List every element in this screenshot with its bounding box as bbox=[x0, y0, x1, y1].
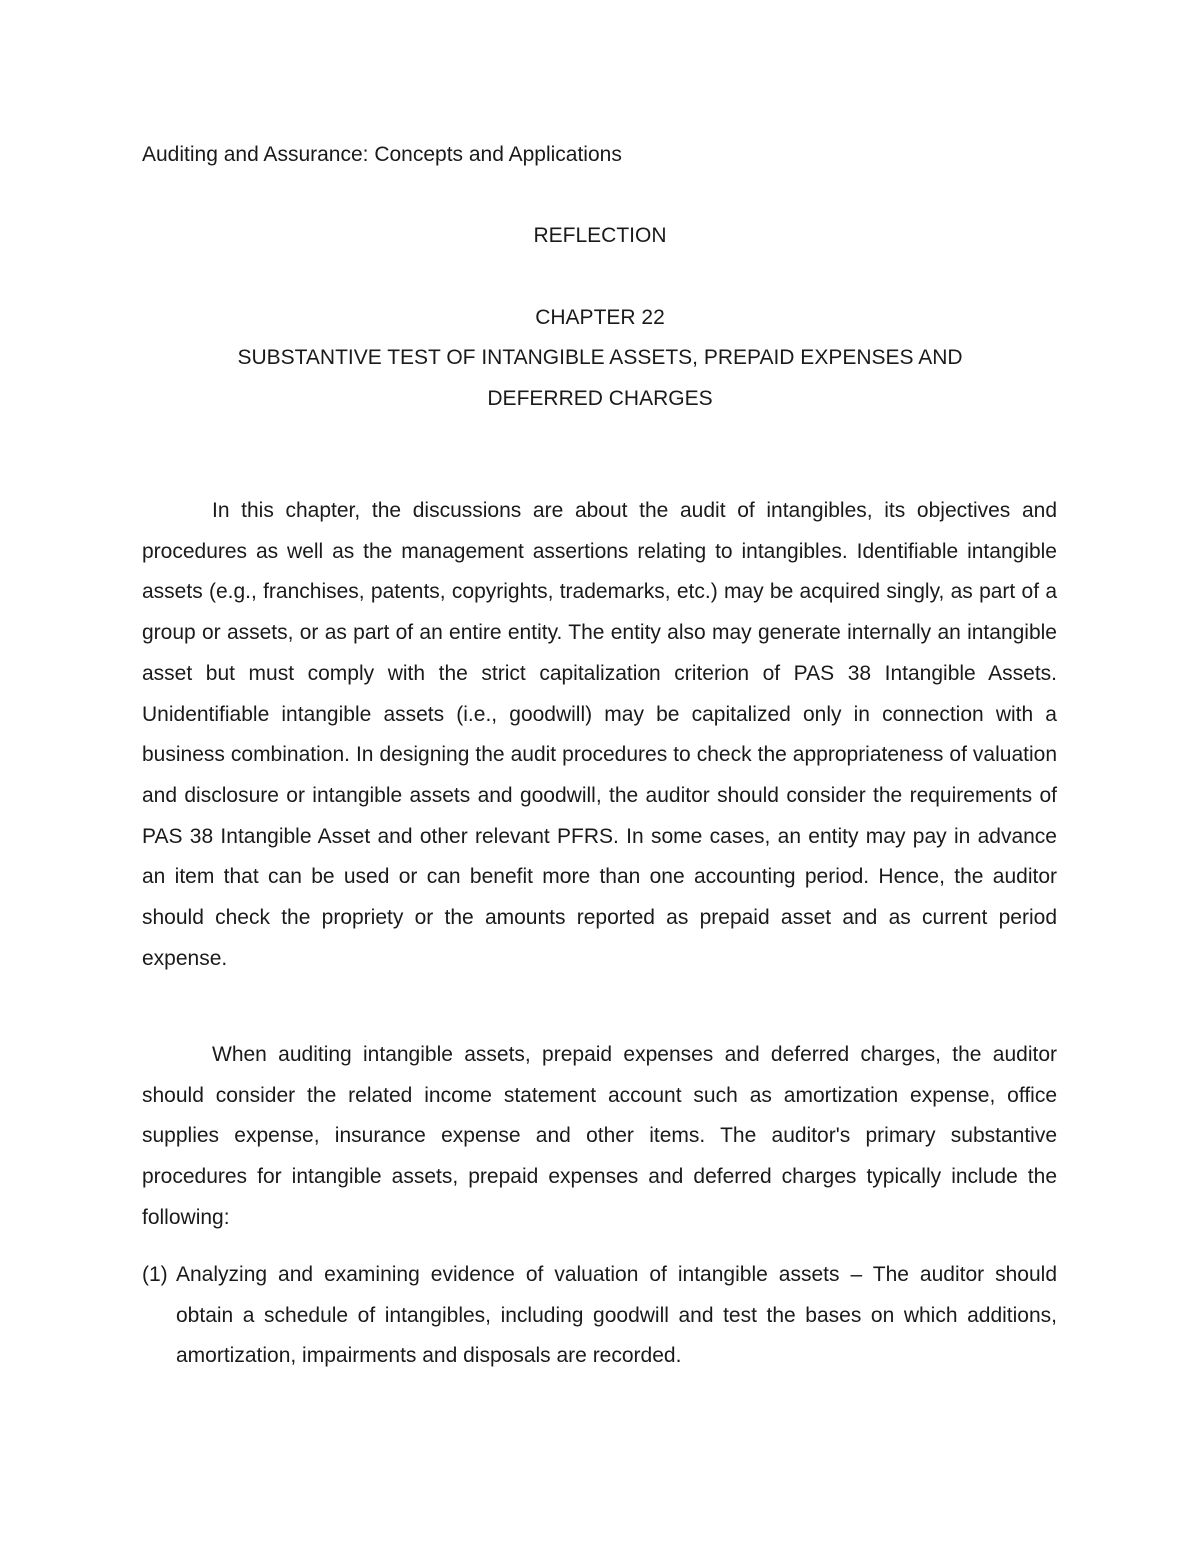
list-item-marker: (1) bbox=[142, 1263, 168, 1286]
chapter-number: CHAPTER 22 bbox=[535, 306, 665, 329]
list-item-text: Analyzing and examining evidence of valuation of intangible assets – The auditor should obtain a schedule of intangibles, including goodwill and test the bases on which additions, amortization, impairments and disposals are recorded. bbox=[176, 1263, 1057, 1368]
course-title: Auditing and Assurance: Concepts and Applications bbox=[142, 143, 622, 166]
body-paragraph-1: In this chapter, the discussions are about the audit of intangibles, its objectives and procedures as well as the management assertions relating to intangibles. Identifiable intangible assets (e.g., franchises, patents, copyrights, trademarks, etc.) may be acquired singly, as part of a group or assets, or as part of an entire entity. The entity also may generate internally an intangible asset but must comply with the strict capitalization criterion of PAS 38 Intangible Assets. Unidentifiable intangible assets (i.e., goodwill) may be capitalized only in connection with a business combination. In designing the audit procedures to check the appropriateness of valuation and disclosure or intangible assets and goodwill, the auditor should consider the requirements of PAS 38 Intangible Asset and other relevant PFRS. In some cases, an entity may pay in advance an item that can be used or can benefit more than one accounting period. Hence, the auditor should check the propriety or the amounts reported as prepaid asset and as current period expense. bbox=[142, 499, 1057, 970]
chapter-title-line-1: SUBSTANTIVE TEST OF INTANGIBLE ASSETS, PREPAID EXPENSES AND bbox=[237, 346, 963, 369]
list-item bbox=[142, 1255, 1057, 1377]
chapter-title-line-2: DEFERRED CHARGES bbox=[487, 387, 713, 410]
section-heading: REFLECTION bbox=[533, 224, 667, 247]
body-paragraph-2: When auditing intangible assets, prepaid expenses and deferred charges, the auditor should consider the related income statement account such as amortization expense, office supplies expense, insurance expense and other items. The auditor's primary substantive procedures for intangible assets, prepaid expenses and deferred charges typically include the following: bbox=[142, 1043, 1057, 1229]
